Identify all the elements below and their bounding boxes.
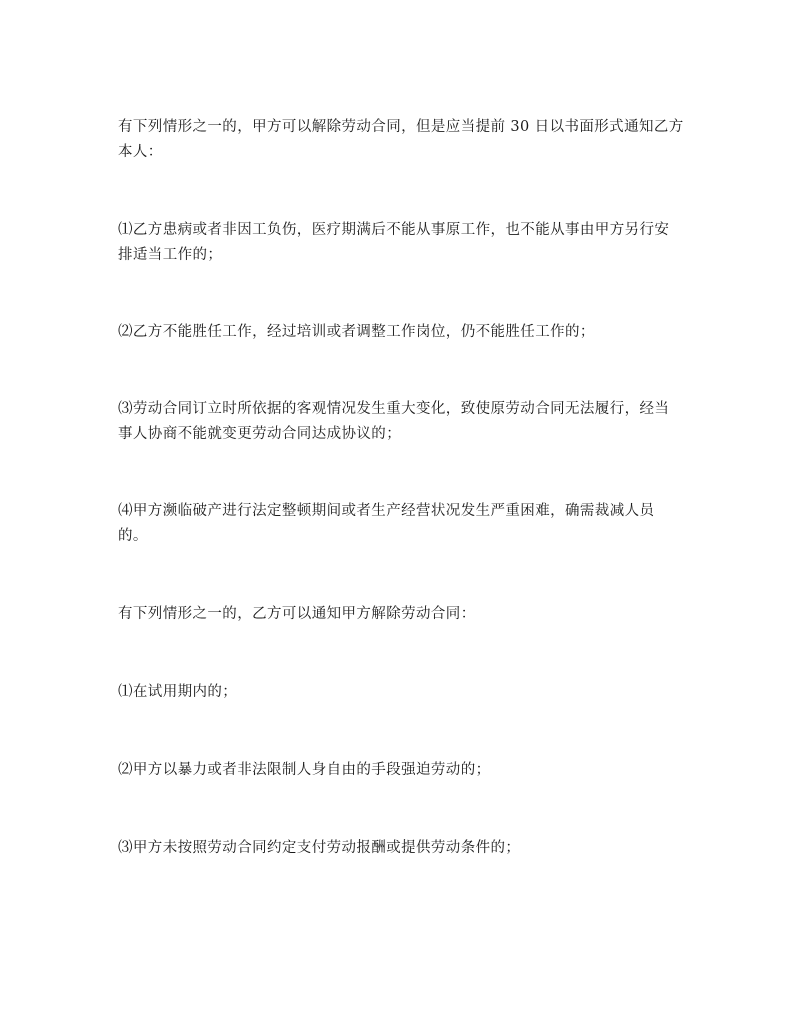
- clause-employer-4-layoff: ⑷甲方濒临破产进行法定整顿期间或者生产经营状况发生严重困难，确需裁减人员的。: [118, 503, 655, 544]
- clause-employee-2-forced-labor: ⑵甲方以暴力或者非法限制人身自由的手段强迫劳动的；: [118, 762, 491, 778]
- clause-employer-2-incompetence: ⑵乙方不能胜任工作，经过培训或者调整工作岗位，仍不能胜任工作的；: [118, 324, 595, 340]
- clause-employer-3-circumstance-change: ⑶劳动合同订立时所依据的客观情况发生重大变化，致使原劳动合同无法履行，经当事人协商不能就变更劳动合同达成协议的；: [118, 401, 670, 442]
- employer-termination-intro: 有下列情形之一的，甲方可以解除劳动合同，但是应当提前 30 日以书面形式通知乙方本人：: [118, 119, 684, 160]
- clause-employee-3-unpaid-wages: ⑶甲方未按照劳动合同约定支付劳动报酬或提供劳动条件的；: [118, 840, 521, 856]
- employee-termination-intro: 有下列情形之一的，乙方可以通知甲方解除劳动合同：: [118, 606, 476, 622]
- clause-employee-1-probation: ⑴在试用期内的；: [118, 684, 238, 700]
- clause-employer-1-illness: ⑴乙方患病或者非因工负伤，医疗期满后不能从事原工作，也不能从事由甲方另行安排适当工作的；: [118, 222, 670, 263]
